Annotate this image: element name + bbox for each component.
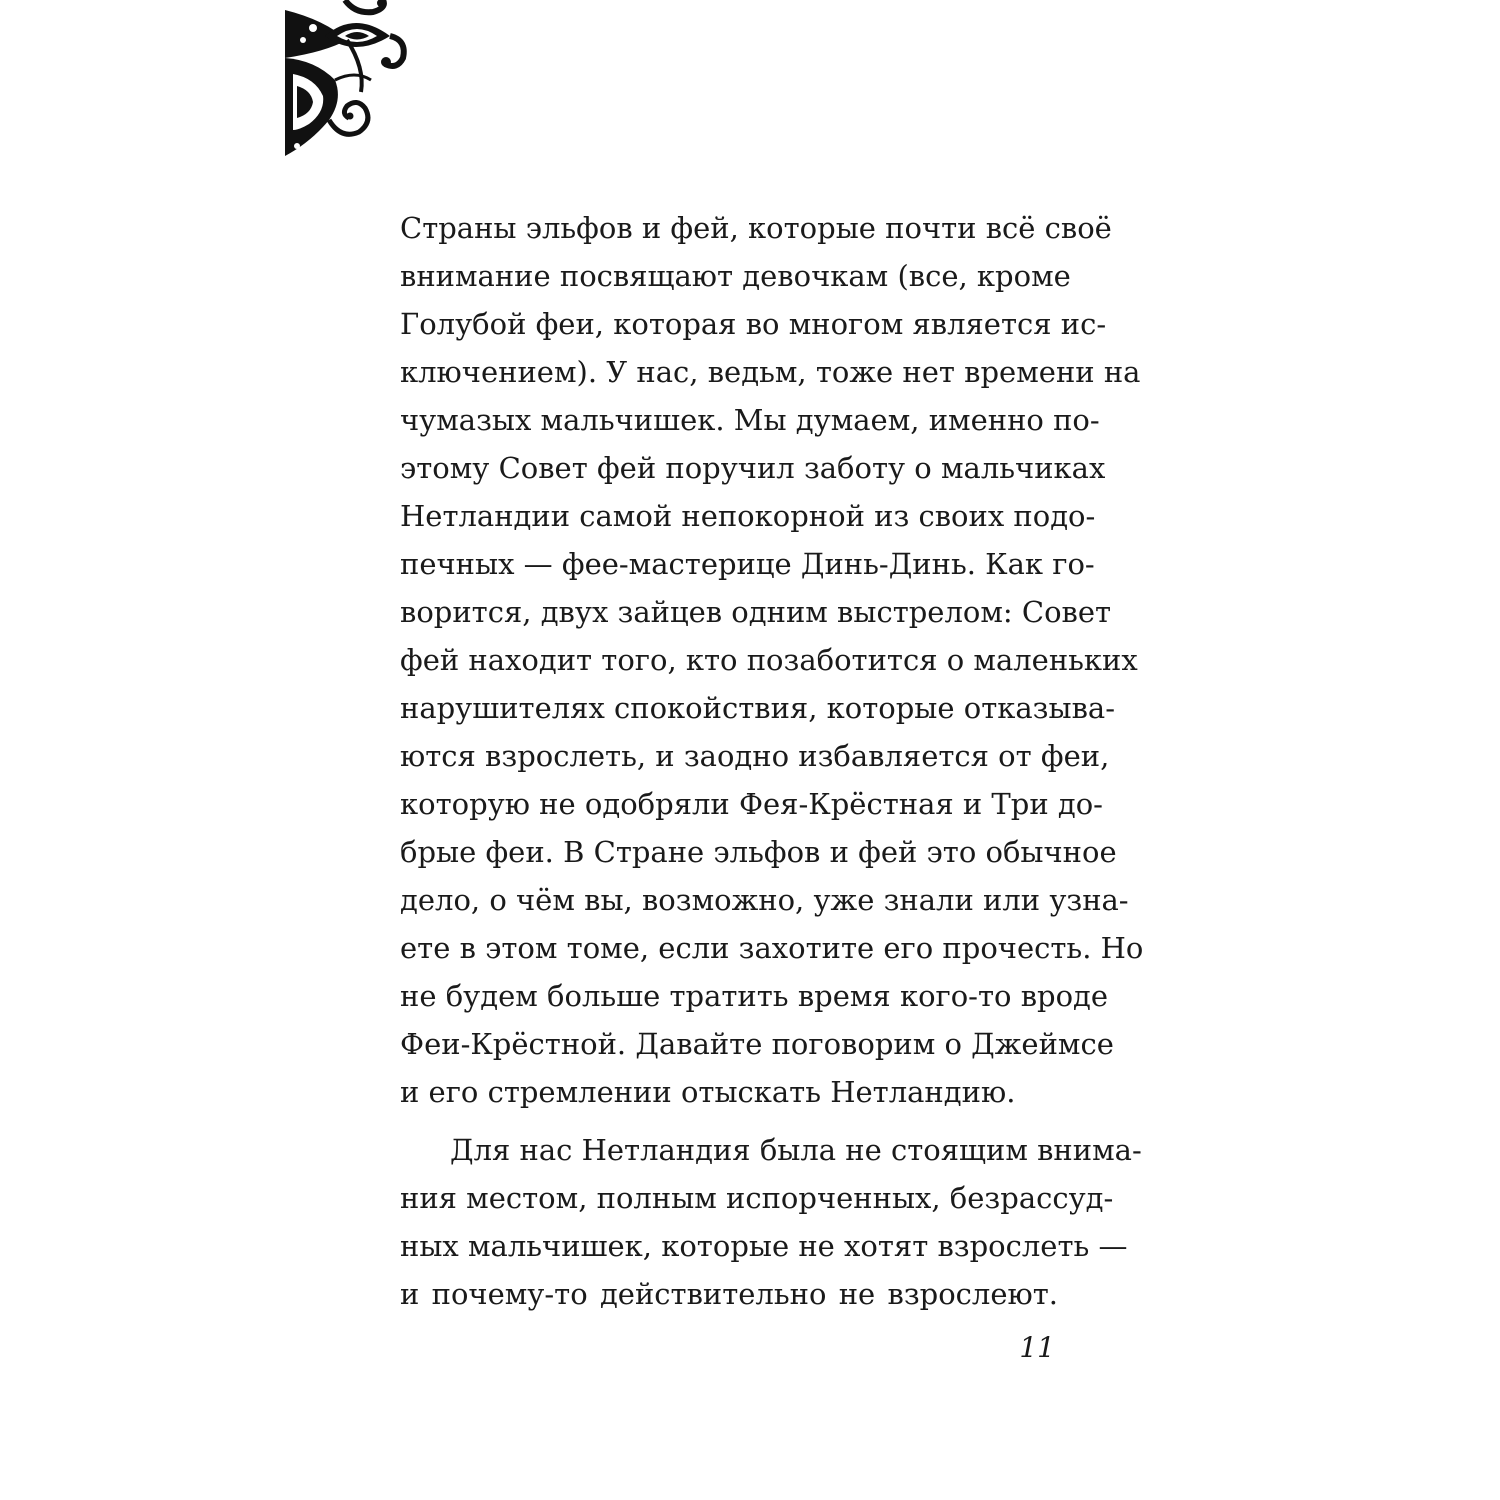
paragraph-1 — [400, 204, 1144, 1116]
text-line: ете в этом томе, если захотите его прочесть. Но — [400, 931, 1144, 965]
text-line: ния местом, полным испорченных, безрассуд- — [400, 1181, 1114, 1215]
text-line: и его стремлении отыскать Нетландию. — [400, 1075, 1016, 1109]
text-line: дело, о чём вы, возможно, уже знали или узна- — [400, 883, 1129, 917]
text-line: ных мальчишек, которые не хотят взрослеть — — [400, 1229, 1128, 1263]
text-line: Голубой феи, которая во многом является ис- — [400, 307, 1107, 341]
text-line: не будем больше тратить время кого-то вроде — [400, 979, 1109, 1013]
text-line: Феи-Крёстной. Давайте поговорим о Джеймсе — [400, 1027, 1114, 1061]
text-line: брые феи. В Стране эльфов и фей это обычное — [400, 835, 1117, 869]
text-line: чумазых мальчишек. Мы думаем, именно по- — [400, 403, 1100, 437]
text-line: ются взрослеть, и заодно избавляется от феи, — [400, 739, 1110, 773]
text-line: Для нас Нетландия была не стоящим внима- — [450, 1133, 1142, 1167]
text-line: Нетландии самой непокорной из своих подо- — [400, 499, 1096, 533]
body-text — [400, 204, 1144, 1318]
text-line: этому Совет фей поручил заботу о мальчиках — [400, 451, 1106, 485]
text-line: ворится, двух зайцев одним выстрелом: Совет — [400, 595, 1112, 629]
text-line: фей находит того, кто позаботится о маленьких — [400, 643, 1138, 677]
page-number: 11 — [1019, 1331, 1055, 1364]
text-line: и почему-то действительно не взрослеют. — [400, 1277, 1058, 1311]
text-line: внимание посвящают девочкам (все, кроме — [400, 259, 1071, 293]
text-line: печных — фее-мастерице Динь-Динь. Как го- — [400, 547, 1095, 581]
paragraph-2 — [400, 1126, 1142, 1318]
text-line: ключением). У нас, ведьм, тоже нет времени на — [400, 355, 1141, 389]
text-line: Страны эльфов и фей, которые почти всё своё — [400, 211, 1112, 245]
text-line: которую не одобряли Фея-Крёстная и Три до- — [400, 787, 1103, 821]
text-line: нарушителях спокойствия, которые отказыва- — [400, 691, 1115, 725]
ornamental-corner-icon — [285, 0, 410, 160]
